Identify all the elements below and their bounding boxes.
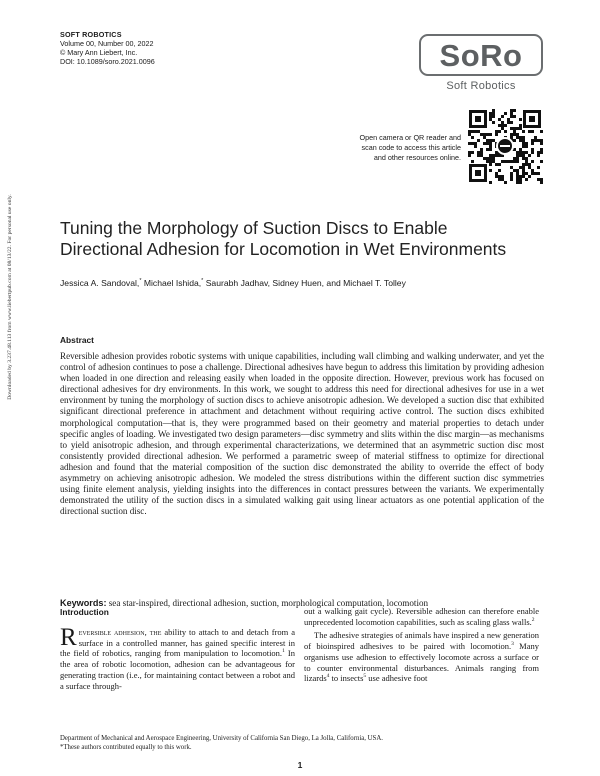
qr-code-graphic (467, 108, 543, 184)
intro-heading: Introduction (60, 607, 109, 617)
author: Jessica A. Sandoval, (60, 278, 140, 288)
soro-logo[interactable] (419, 34, 545, 96)
citation[interactable]: 5 (363, 673, 367, 680)
keywords-label: Keywords: (60, 598, 107, 608)
journal-volume: Volume 00, Number 00, 2022 (60, 39, 154, 48)
logo-mark: SoRo (439, 37, 523, 73)
citation[interactable]: 4 (326, 673, 330, 680)
intro-paragraph (304, 630, 539, 684)
intro-paragraph (304, 606, 539, 627)
equal-contribution-note: *These authors contributed equally to this work. (60, 744, 192, 751)
abstract-heading: Abstract (60, 335, 94, 345)
lead-in: eversible adhesion, the (78, 627, 162, 637)
drop-cap: R (60, 624, 77, 651)
abstract-text: Reversible adhesion provides robotic systems with unique capabilities, including wall climbing and walking underwater, and yet the control of adhesion continues to pose a challenge. Directional adhesives have begun to address this limitation by providing adhesion when loaded in one direction and releasing easily when loaded in the opposite direction. However, previous work has focused on directional adhesives for dry environments. In this work, we sought to address this need for directional adhesives for use in a wet environment by tuning the morphology of suction discs to achieve anisotropic adhesion. We developed a suction disc that exhibited significant directional preference in attachment and detachment without requiring active control. The suction discs exhibited morphological computation—that is, they were programmed based on their geometry and material properties to detach under specific angles of loading. We investigated two design parameters—disc symmetry and slits within the disc margin—as mechanisms to yield anisotropic adhesion, and through experimental characterizations, we determined that an asymmetric suction disc most consistently provided directional adhesion. We performed a parametric sweep of material stiffness to optimize for directional adhesion and found that the material composition of the suction disc demonstrated the ability to override the effect of body asymmetry on achieving anisotropic adhesion. We modeled the stress distributions within the different suction disc symmetries using finite element analysis, yielding insights into the differences in contact pressures between the variants. We experimentally demonstrated the utility of the suction discs in a simulated walking gait using linear actuators as one potential application of the directional suction disc. (60, 351, 544, 517)
logo-subtitle: Soft Robotics (446, 80, 516, 92)
qr-note-line: scan code to access this article (361, 143, 461, 152)
title-line-1: Tuning the Morphology of Suction Discs to Enable (60, 218, 448, 238)
citation[interactable]: 1 (282, 648, 285, 655)
author: Michael Ishida, (141, 278, 202, 288)
equal-contrib-mark: * (201, 278, 204, 285)
author: Saurabh Jadhav, Sidney Huen, and Michael T. Tolley (203, 278, 406, 288)
page-number: 1 (297, 760, 303, 770)
author-list (60, 278, 550, 288)
affiliation: Department of Mechanical and Aerospace Engineering, University of California San Diego, La Jolla, California, USA. (60, 735, 383, 742)
intro-text: to insects (329, 673, 364, 684)
intro-text: Many organisms use adhesion to effectively locomote across a surface or to counter environmental disturbances. Animals ranging from lizards (304, 641, 539, 684)
journal-name: SOFT ROBOTICS (60, 30, 122, 39)
citation[interactable]: 3 (511, 641, 514, 648)
intro-paragraph (60, 624, 295, 691)
intro-text: use adhesive foot (366, 673, 428, 684)
intro-text: In the area of robotic locomotion, adhesion can be advantageous for generating traction (i.e., for maintaining contact between a robot and a surface through- (60, 648, 295, 691)
qr-note-line: and other resources online. (373, 153, 461, 162)
qr-note (330, 133, 461, 163)
equal-contrib-mark: * (139, 278, 142, 285)
journal-doi[interactable]: DOI: 10.1089/soro.2021.0096 (60, 57, 155, 66)
keywords-list: sea star-inspired, directional adhesion, suction, morphological computation, locomotion (106, 598, 429, 608)
download-notice: Downloaded by 3.237.48.113 from www.liebertpub.com at 08/13/22. For personal use only. (7, 194, 13, 400)
journal-copyright: © Mary Ann Liebert, Inc. (60, 48, 138, 57)
intro-text: ability to attach to and detach from a surface in a controlled manner, has gained specific interest in the field of robotics, ranging from manipulation to locomotion. (60, 627, 295, 659)
article-title (60, 218, 550, 260)
title-line-2: Directional Adhesion for Locomotion in Wet Environments (60, 239, 507, 259)
footnote (60, 734, 383, 752)
qr-code-icon[interactable] (467, 108, 543, 184)
intro-text: The adhesive strategies of animals have inspired a new generation of bioinspired adhesives to be paired with locomotion. (304, 630, 539, 652)
intro-column-right (304, 606, 539, 684)
journal-meta (60, 30, 155, 66)
intro-text: out a walking gait cycle). Reversible adhesion can therefore enable unprecedented locomotion capabilities, such as scaling glass walls. (304, 606, 539, 627)
intro-column-left (60, 624, 295, 691)
logo-box (419, 34, 543, 76)
qr-note-line: Open camera or QR reader and (359, 133, 461, 142)
citation[interactable]: 2 (531, 616, 535, 623)
